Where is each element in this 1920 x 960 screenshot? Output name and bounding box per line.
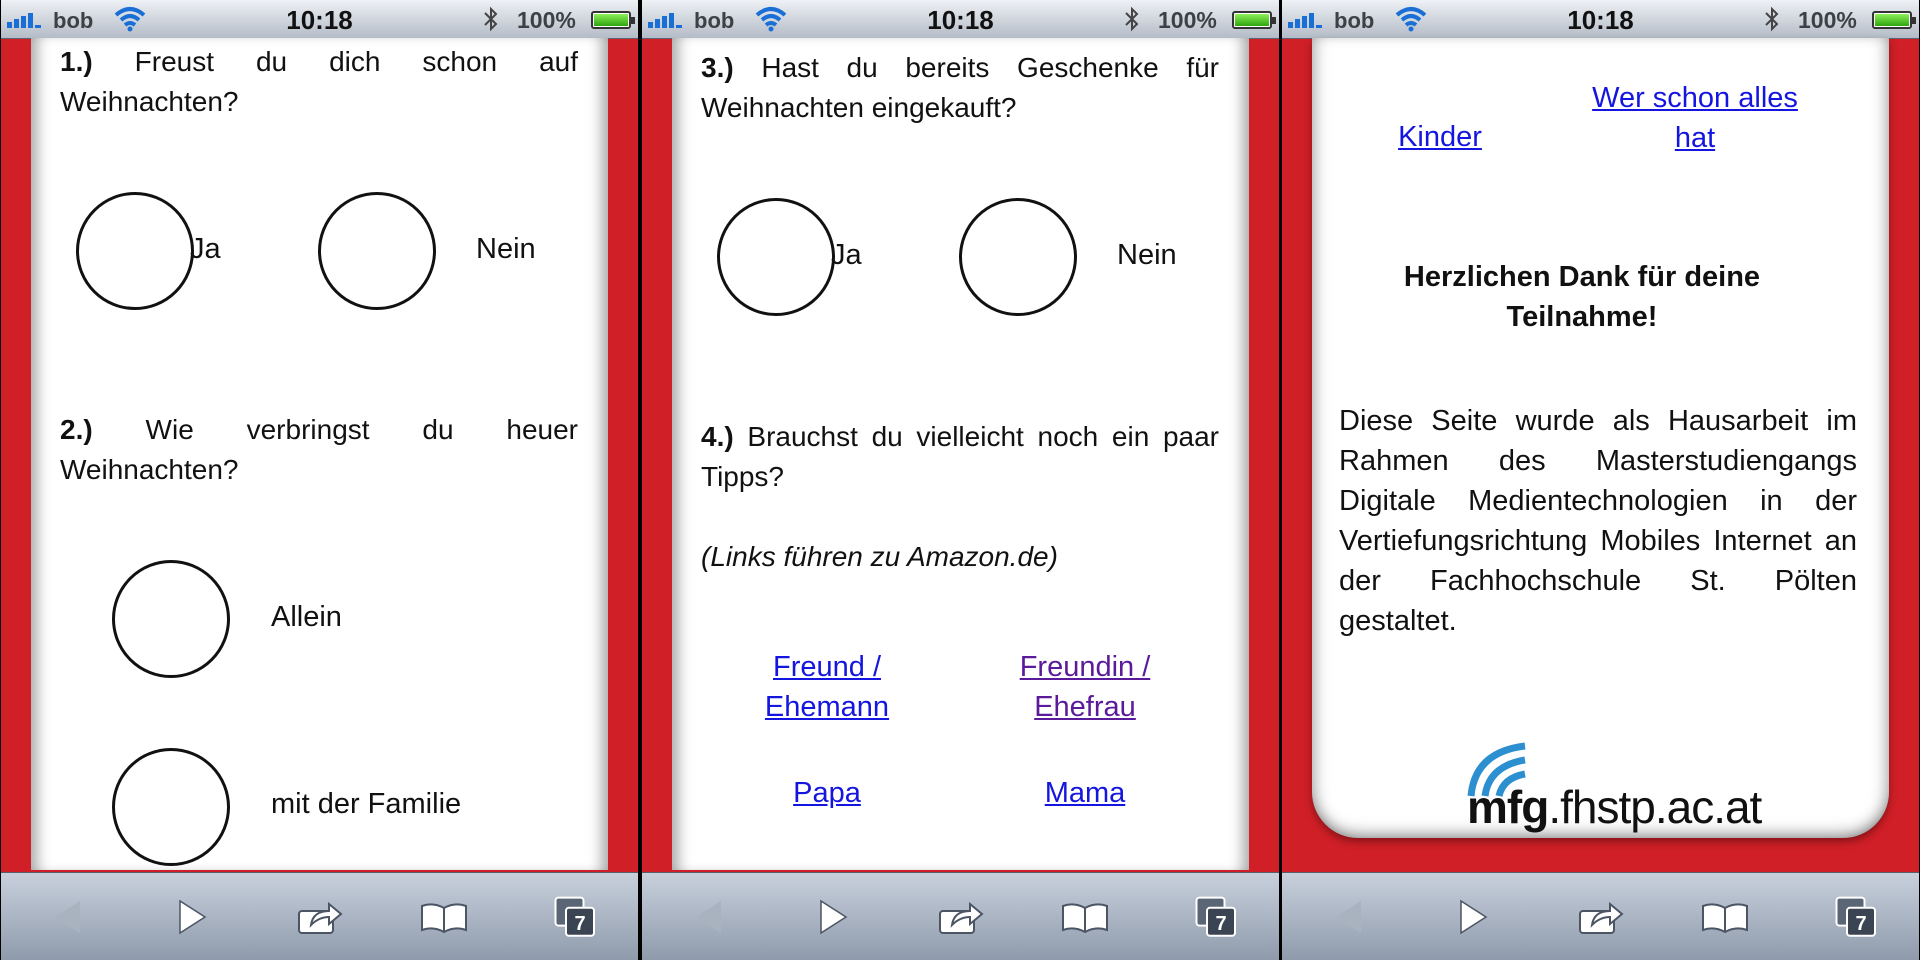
bookmarks-button[interactable] bbox=[389, 873, 499, 960]
status-bar bbox=[1282, 0, 1919, 39]
status-bar bbox=[1, 0, 638, 39]
battery-icon bbox=[591, 11, 631, 29]
tab-count: 7 bbox=[1846, 907, 1876, 937]
forward-icon bbox=[1459, 899, 1489, 935]
share-icon bbox=[1578, 899, 1624, 935]
amazon-note: (Links führen zu Amazon.de) bbox=[701, 541, 1058, 572]
forward-button[interactable] bbox=[1419, 873, 1529, 960]
content-card bbox=[31, 38, 608, 870]
link-wer-schon-alles-hat[interactable]: Wer schon alles hat bbox=[1592, 82, 1798, 154]
browser-toolbar bbox=[642, 872, 1279, 960]
back-icon bbox=[1333, 899, 1363, 935]
browser-toolbar bbox=[1, 872, 638, 960]
question-number: 2.) bbox=[60, 414, 93, 445]
radio-label-ja: Ja bbox=[190, 233, 221, 265]
content-card bbox=[672, 38, 1249, 870]
clock: 10:18 bbox=[286, 5, 353, 35]
question-number: 1.) bbox=[60, 46, 93, 77]
forward-icon bbox=[819, 899, 849, 935]
thank-you-heading: Herzlichen Dank für deine Teilnahme! bbox=[1403, 261, 1761, 333]
back-icon bbox=[693, 899, 723, 935]
status-bar bbox=[642, 0, 1279, 39]
bluetooth-icon bbox=[1764, 6, 1780, 32]
carrier-label: bob bbox=[1334, 8, 1375, 33]
back-button[interactable] bbox=[12, 873, 122, 960]
bookmarks-icon bbox=[420, 900, 468, 934]
share-button[interactable] bbox=[265, 873, 375, 960]
link-kinder[interactable]: Kinder bbox=[1398, 121, 1482, 153]
browser-toolbar bbox=[1282, 872, 1919, 960]
question-3 bbox=[701, 48, 1219, 128]
content-card bbox=[1312, 38, 1889, 838]
bluetooth-icon bbox=[483, 6, 499, 32]
radio-nein[interactable] bbox=[318, 192, 436, 310]
radio-familie[interactable] bbox=[112, 748, 230, 866]
battery-percent: 100% bbox=[517, 7, 576, 33]
mfg-logo bbox=[1467, 738, 1807, 848]
battery-percent: 100% bbox=[1798, 7, 1857, 33]
link-freundin-ehefrau[interactable]: Freundin / Ehefrau bbox=[1019, 651, 1151, 723]
forward-button[interactable] bbox=[779, 873, 889, 960]
tabs-button[interactable] bbox=[519, 873, 629, 960]
carrier-label: bob bbox=[53, 8, 94, 33]
tab-count: 7 bbox=[565, 907, 595, 937]
battery-icon bbox=[1232, 11, 1272, 29]
link-mama[interactable]: Mama bbox=[1044, 777, 1126, 809]
back-button[interactable] bbox=[1293, 873, 1403, 960]
bookmarks-icon bbox=[1061, 900, 1109, 934]
question-text: Brauchst du vielleicht noch ein paar Tipps? bbox=[701, 421, 1219, 492]
share-icon bbox=[938, 899, 984, 935]
question-1 bbox=[60, 42, 578, 122]
tabs-button[interactable] bbox=[1800, 873, 1910, 960]
info-text: Diese Seite wurde als Hausarbeit im Rahmen des Masterstudiengangs Digitale Medientechnologien in der Vertiefungsrichtung Mobiles Internet an der Fachhochschule St. Pölten gestaltet. bbox=[1339, 405, 1857, 637]
question-text: Hast du bereits Geschenke für Weihnachten eingekauft? bbox=[701, 52, 1219, 123]
bluetooth-icon bbox=[1124, 6, 1140, 32]
logo-text bbox=[1467, 780, 1761, 834]
radio-ja[interactable] bbox=[717, 198, 835, 316]
tabs-button[interactable] bbox=[1160, 873, 1270, 960]
radio-label-ja: Ja bbox=[831, 239, 862, 271]
logo-bold: mfg bbox=[1467, 781, 1549, 833]
battery-percent: 100% bbox=[1158, 7, 1217, 33]
question-text: Freust du dich schon auf Weihnachten? bbox=[60, 46, 579, 117]
tab-count: 7 bbox=[1206, 907, 1236, 937]
radio-label-nein: Nein bbox=[1117, 239, 1177, 271]
logo-domain: .fhstp.ac.at bbox=[1548, 781, 1762, 833]
radio-label-familie: mit der Familie bbox=[271, 788, 462, 820]
radio-nein[interactable] bbox=[959, 198, 1077, 316]
back-icon bbox=[52, 899, 82, 935]
share-icon bbox=[297, 899, 343, 935]
question-number: 3.) bbox=[701, 52, 734, 83]
share-button[interactable] bbox=[1546, 873, 1656, 960]
question-2 bbox=[60, 410, 578, 490]
phone-screen-1 bbox=[1, 0, 638, 960]
radio-allein[interactable] bbox=[112, 560, 230, 678]
question-4 bbox=[701, 417, 1219, 497]
bookmarks-button[interactable] bbox=[1670, 873, 1780, 960]
question-text: Wie verbringst du heuer Weihnachten? bbox=[60, 414, 578, 485]
radio-ja[interactable] bbox=[76, 192, 194, 310]
forward-icon bbox=[178, 899, 208, 935]
link-freund-ehemann[interactable]: Freund / Ehemann bbox=[764, 651, 890, 723]
share-button[interactable] bbox=[906, 873, 1016, 960]
link-papa[interactable]: Papa bbox=[793, 777, 861, 809]
phone-screen-3 bbox=[1282, 0, 1919, 960]
carrier-label: bob bbox=[694, 8, 735, 33]
back-button[interactable] bbox=[653, 873, 763, 960]
battery-icon bbox=[1872, 11, 1912, 29]
question-number: 4.) bbox=[701, 421, 734, 452]
radio-label-allein: Allein bbox=[271, 601, 342, 633]
forward-button[interactable] bbox=[138, 873, 248, 960]
clock: 10:18 bbox=[1567, 5, 1634, 35]
bookmarks-icon bbox=[1701, 900, 1749, 934]
phone-screen-2 bbox=[642, 0, 1279, 960]
clock: 10:18 bbox=[927, 5, 994, 35]
bookmarks-button[interactable] bbox=[1030, 873, 1140, 960]
radio-label-nein: Nein bbox=[476, 233, 536, 265]
